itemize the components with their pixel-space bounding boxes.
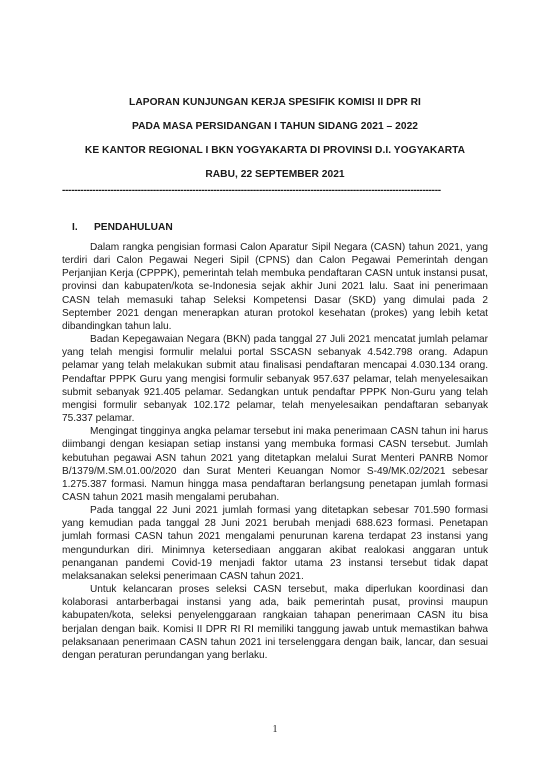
paragraph: Mengingat tingginya angka pelamar tersebut ini maka penerimaan CASN tahun ini harus diimbangi dengan kesiapan setiap instansi yang membuka formasi CASN tersebut. Jumlah kebutuhan pegawai ASN tahun 2021 yang ditetapkan melalui Surat Menteri PANRB Nomor B/1379/M.SM.01.00/2020 dan Surat Menteri Keuangan Nomor S-49/MK.02/2021 sebesar 1.275.387 formasi. Namun hingga masa pendaftaran berlangsung penetapan jumlah formasi CASN tahun 2021 masih mengalami perubahan. xyxy=(62,426,488,503)
section-heading xyxy=(72,221,173,234)
report-header xyxy=(60,96,490,192)
header-location-line: KE KANTOR REGIONAL I BKN YOGYAKARTA DI PROVINSI D.I. YOGYAKARTA xyxy=(84,145,466,156)
paragraph: Badan Kepegawaian Negara (BKN) pada tanggal 27 Juli 2021 mencatat jumlah pelamar yang telah mengisi formulir melalui portal SSCASN sebanyak 4.542.798 orang. Adapun pelamar yang telah melakukan submit atau finalisasi pendaftaran mencapai 4.030.134 orang. Pendaftar PPPK Guru yang mengisi formulir sebanyak 957.637 pelamar, telah menyelesaikan submit sebanyak 921.405 pelamar. Sedangkan untuk pendaftar PPPK Non-Guru yang telah mengisi formulir sebanyak 102.172 pelamar, telah menyelesaikan pendaftaran sebanyak 75.337 pelamar. xyxy=(62,334,488,425)
page-number: 1 xyxy=(272,724,278,735)
section-number: I. xyxy=(72,222,78,233)
section-title: PENDAHULUAN xyxy=(94,222,173,233)
header-session-line: PADA MASA PERSIDANGAN I TAHUN SIDANG 2021 – 2022 xyxy=(131,121,418,132)
paragraph: Dalam rangka pengisian formasi Calon Aparatur Sipil Negara (CASN) tahun 2021, yang terdiri dari Calon Pegawai Negeri Sipil (CPNS) dan Calon Pegawai Pemerintah dengan Perjanjian Kerja (CPPPK), pemerintah telah membuka pendaftaran CASN untuk instansi pusat, provinsi dan kabupaten/kota se-Indonesia sejak akhir Juni 2021 lalu. Saat ini penerimaan CASN telah memasuki tahap Seleksi Kompetensi Dasar (SKD) yang dimulai pada 2 September 2021 dengan menerapkan aturan protokol kesehatan (prokes) yang lebih ketat dibandingkan tahun lalu. xyxy=(62,242,488,332)
paragraph: Untuk kelancaran proses seleksi CASN tersebut, maka diperlukan koordinasi dan kolaborasi antarberbagai instansi yang ada, baik pemerintah pusat, provinsi maupun kabupaten/kota, seleksi penyelenggaraan rangkaian tahapan penerimaan CASN itu bisa berjalan dengan baik. Komisi II DPR RI RI memiliki tanggung jawab untuk memastikan bahwa pelaksanaan penerimaan CASN tahun 2021 ini terselenggara dengan baik, lancar, dan sesuai dengan peraturan perundangan yang berlaku. xyxy=(62,584,488,661)
paragraph: Pada tanggal 22 Juni 2021 jumlah formasi yang ditetapkan sebesar 701.590 formasi yang kemudian pada tanggal 28 Juni 2021 berubah menjadi 688.623 formasi. Penetapan jumlah formasi CASN tahun 2021 mengalami penurunan karena terdapat 23 instansi yang mengundurkan diri. Minimnya ketersediaan anggaran akibat realokasi anggaran untuk penanganan pandemi Covid-19 menjadi faktor utama 23 instansi tersebut tidak dapat melaksanakan seleksi penerimaan CASN tahun 2021. xyxy=(62,505,488,582)
header-divider: ----------------------------------------------------------------------------------------------------------------------------- xyxy=(62,185,441,196)
body-text xyxy=(62,241,488,662)
header-date-line: RABU, 22 SEPTEMBER 2021 xyxy=(205,169,345,180)
header-title-line: LAPORAN KUNJUNGAN KERJA SPESIFIK KOMISI II DPR RI xyxy=(129,97,421,108)
